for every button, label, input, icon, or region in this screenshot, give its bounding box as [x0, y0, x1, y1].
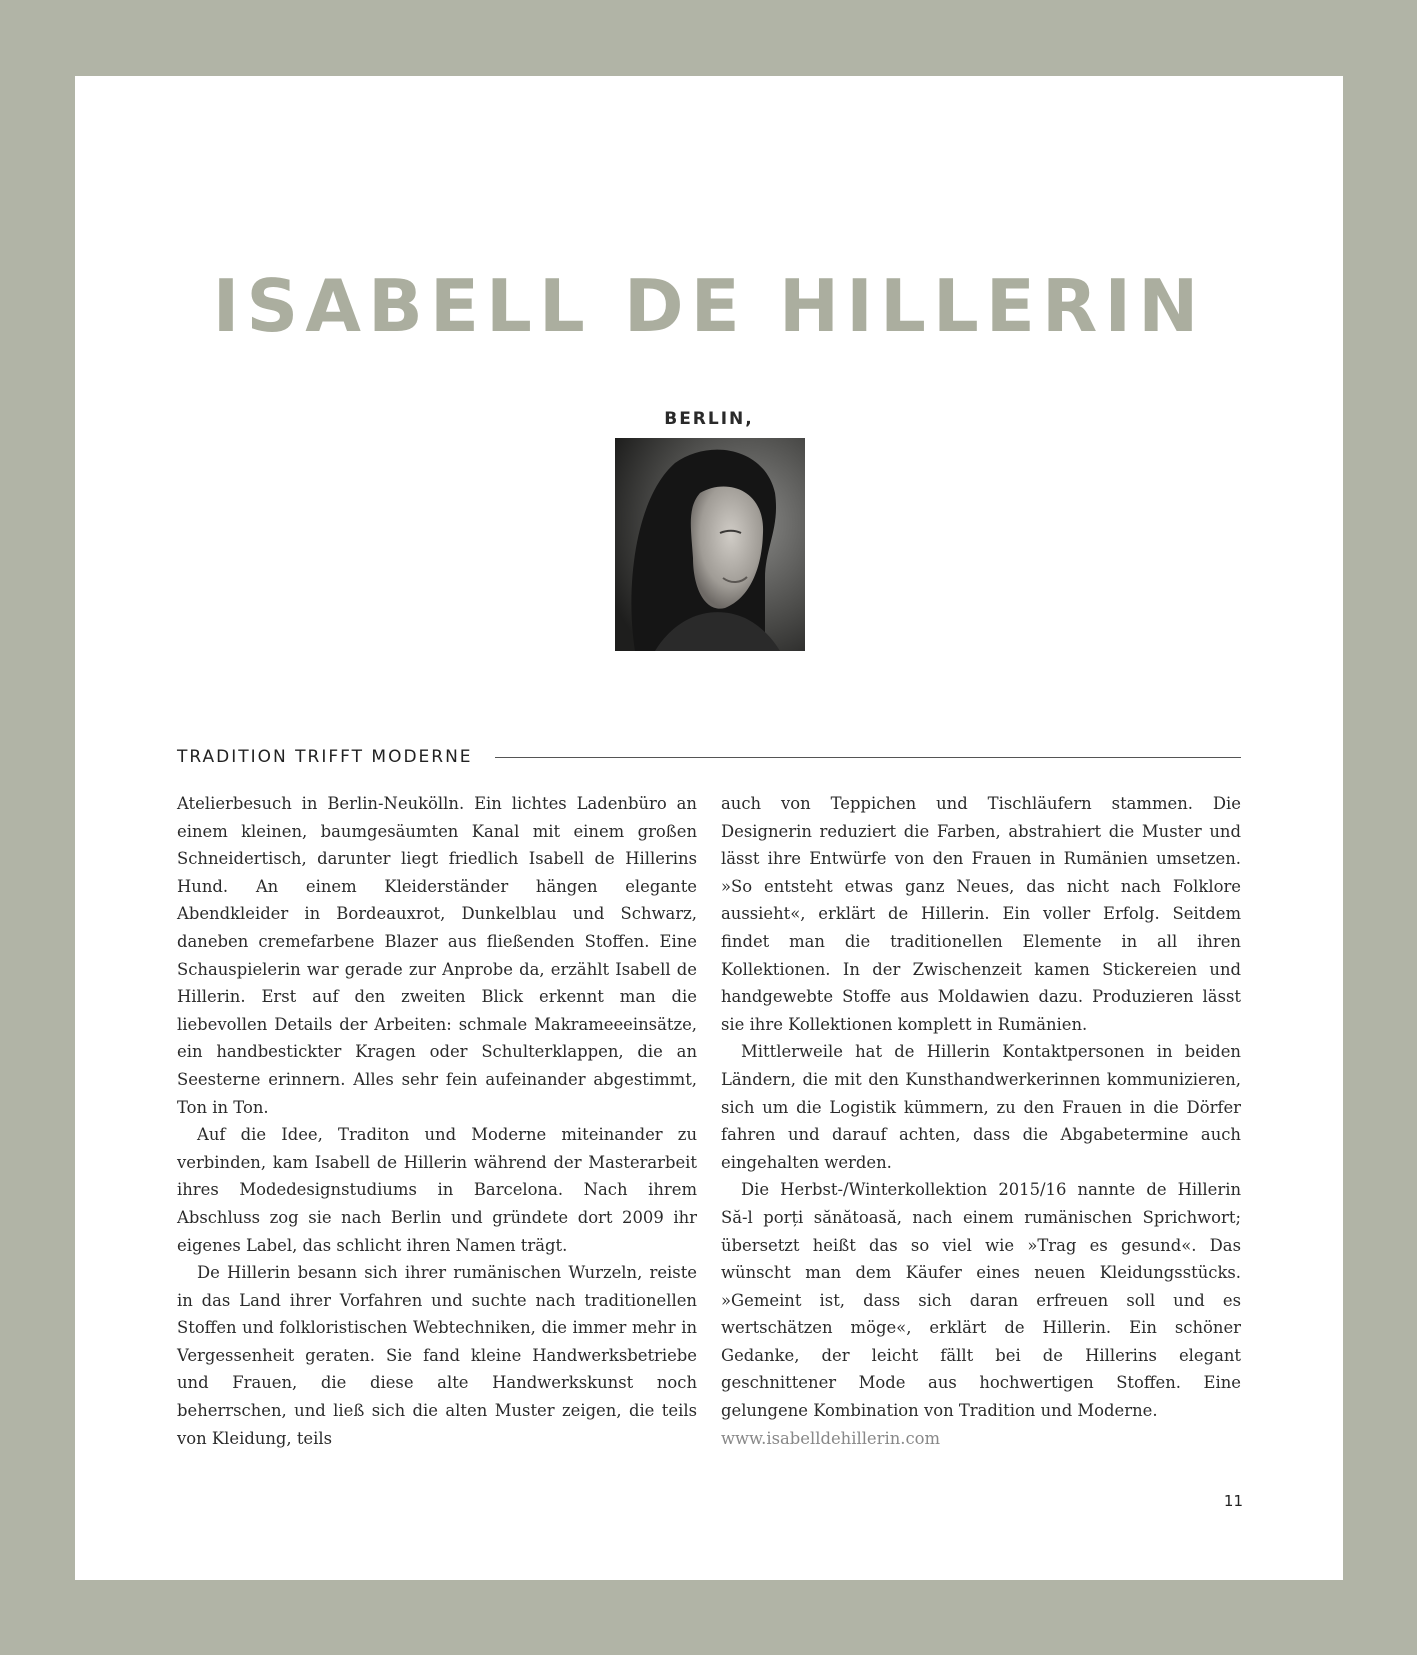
- website-link[interactable]: www.isabelldehillerin.com: [721, 1428, 941, 1448]
- paragraph: De Hillerin besann sich ihrer rumänischen Wurzeln, reiste in das Land ihrer Vorfahren und suchte nach traditionellen Stoffen und folkloristischen Webtechniken, die immer mehr in Vergessenheit geraten. Sie fand kleine Handwerksbetriebe und Frauen, die diese alte Handwerkskunst noch beherrschen, und ließ sich die alten Muster zeigen, die teils von Kleidung, teils: [177, 1263, 697, 1448]
- page: [75, 76, 1343, 1580]
- paragraph: Auf die Idee, Traditon und Moderne miteinander zu verbinden, kam Isabell de Hillerin während der Masterarbeit ihres Modedesignstudiums in Barcelona. Nach ihrem Abschluss zog sie nach Berlin und gründete dort 2009 ihr eigenes Label, das schlicht ihren Namen trägt.: [177, 1125, 697, 1255]
- paragraph: auch von Teppichen und Tischläufern stammen. Die Designerin reduziert die Farben, abstrahiert die Muster und lässt ihre Entwürfe von den Frauen in Rumänien umsetzen. »So entsteht etwas ganz Neues, das nicht nach Folklore aussieht«, erklärt de Hillerin. Ein voller Erfolg. Seitdem findet man die traditionellen Elemente in all ihren Kollektionen. In der Zwischenzeit kamen Stickereien und handgewebte Stoffe aus Moldawien dazu. Produzieren lässt sie ihre Kollektionen komplett in Rumänien.: [721, 794, 1241, 1034]
- section-header: [177, 745, 1241, 769]
- text-column-left: [177, 790, 697, 1452]
- section-title: TRADITION TRIFFT MODERNE: [177, 747, 473, 767]
- paragraph: Mittlerweile hat de Hillerin Kontaktpersonen in beiden Ländern, die mit den Kunsthandwerkerinnen kommunizieren, sich um die Logistik kümmern, zu den Frauen in die Dörfer fahren und darauf achten, dass die Abgabetermine auch eingehalten werden.: [721, 1042, 1241, 1172]
- section-divider: [495, 757, 1241, 758]
- portrait-photo: [615, 438, 805, 651]
- paragraph: Atelierbesuch in Berlin-Neukölln. Ein lichtes Ladenbüro an einem kleinen, baumgesäumten Kanal mit einem großen Schneidertisch, darunter liegt friedlich Isabell de Hillerins Hund. An einem Kleiderständer hängen elegante Abendkleider in Bordeauxrot, Dunkelblau und Schwarz, daneben cremefarbene Blazer aus fließenden Stoffen. Eine Schauspielerin war gerade zur Anprobe da, erzählt Isabell de Hillerin. Erst auf den zweiten Blick erkennt man die liebevollen Details der Arbeiten: schmale Makrameeeinsätze, ein handbestickter Kragen oder Schulterklappen, die an Seesterne erinnern. Alles sehr fein aufeinander abgestimmt, Ton in Ton.: [177, 794, 697, 1117]
- text-column-right: [721, 790, 1241, 1452]
- paragraph: Die Herbst-/Winterkollektion 2015/16 nannte de Hillerin Să-l porți sănătoasă, nach einem rumänischen Sprichwort; übersetzt heißt das so viel wie »Trag es gesund«. Das wünscht man dem Käufer eines neuen Kleidungsstücks. »Gemeint ist, dass sich daran erfreuen soll und es wertschätzen möge«, erklärt de Hillerin. Ein schöner Gedanke, der leicht fällt bei de Hillerins elegant geschnittener Mode aus hochwertigen Stoffen. Eine gelungene Kombination von Tradition und Moderne.: [721, 1180, 1241, 1421]
- location-city: BERLIN,: [664, 409, 754, 429]
- page-title: ISABELL DE HILLERIN: [212, 264, 1206, 348]
- page-number: 11: [1223, 1492, 1243, 1510]
